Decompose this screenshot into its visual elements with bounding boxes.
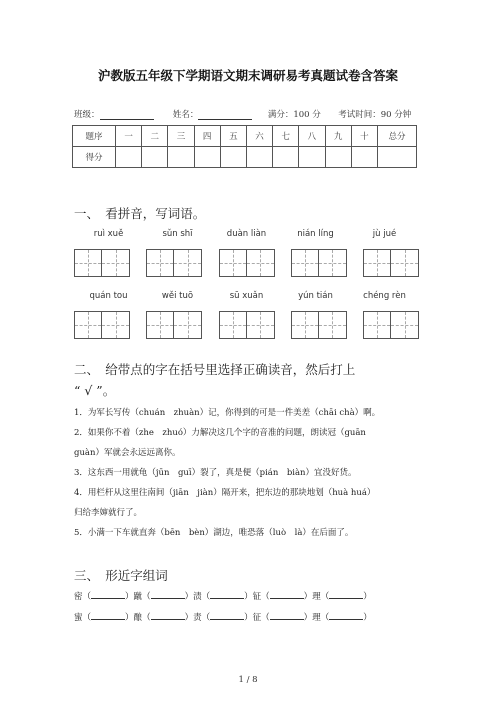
pinyin-label: duàn liàn bbox=[226, 229, 267, 239]
class-blank[interactable] bbox=[100, 110, 154, 120]
score-cell[interactable] bbox=[220, 147, 246, 168]
score-table-row bbox=[73, 147, 417, 168]
answer-blank[interactable] bbox=[210, 611, 244, 620]
pinyin-label: nián líng bbox=[297, 229, 334, 239]
word-char: 责 bbox=[193, 613, 202, 623]
pinyin-label: jù jué bbox=[372, 229, 397, 239]
pinyin-label: wěi tuō bbox=[161, 291, 194, 301]
pinyin-label: quán tou bbox=[89, 291, 128, 301]
answer-blank[interactable] bbox=[151, 590, 185, 599]
answer-blank[interactable] bbox=[270, 590, 304, 599]
pinyin-label: chéng rèn bbox=[363, 291, 406, 301]
score-header-cell: 七 bbox=[273, 126, 299, 147]
section2-heading-cont: “ √ ”。 bbox=[74, 383, 116, 398]
student-info-line bbox=[74, 108, 411, 120]
tianzige-pair[interactable] bbox=[146, 311, 202, 339]
pinyin-label: yún tián bbox=[298, 291, 333, 301]
score-cell[interactable] bbox=[273, 147, 299, 168]
section1-heading: 一、 看拼音，写词语。 bbox=[74, 206, 206, 221]
score-header-cell: 三 bbox=[168, 126, 194, 147]
question-4: 4．用栏杆从这里往南间（jiān jiàn）隔开来，把东边的那块地划（huà huá） bbox=[74, 488, 376, 498]
score-cell[interactable] bbox=[351, 147, 377, 168]
score-header-cell: 总分 bbox=[378, 126, 417, 147]
word-char: 理 bbox=[312, 613, 321, 623]
score-header-cell: 六 bbox=[246, 126, 272, 147]
score-cell[interactable] bbox=[168, 147, 194, 168]
answer-blank[interactable] bbox=[329, 590, 363, 599]
tianzige-pair[interactable] bbox=[363, 311, 419, 339]
score-cell[interactable] bbox=[142, 147, 168, 168]
score-header-cell: 十 bbox=[351, 126, 377, 147]
pinyin-row-2 bbox=[74, 291, 419, 301]
tianzige-pair[interactable] bbox=[74, 311, 130, 339]
word-char: 密 bbox=[74, 592, 83, 602]
word-char: 蜜 bbox=[74, 613, 83, 623]
score-header-cell: 二 bbox=[142, 126, 168, 147]
answer-blank[interactable] bbox=[329, 611, 363, 620]
pinyin-label: sǔn shī bbox=[162, 229, 193, 239]
word-char: 钲 bbox=[252, 592, 262, 602]
score-cell[interactable] bbox=[378, 147, 417, 168]
tianzige-pair[interactable] bbox=[291, 249, 347, 277]
question-5: 5．小满一下车就直奔（bēn bèn）湖边，唯恐落（luò là）在后面了。 bbox=[74, 528, 354, 538]
score-table-header bbox=[73, 126, 417, 147]
score-cell[interactable] bbox=[194, 147, 220, 168]
score-header-cell: 一 bbox=[116, 126, 142, 147]
word-char: 理 bbox=[312, 592, 321, 602]
question-1-text-a: 1．为军长写传 bbox=[74, 408, 131, 418]
question-1 bbox=[74, 406, 380, 418]
word-char: 蹴 bbox=[133, 592, 143, 602]
time-label: 考试时间：90 分钟 bbox=[338, 110, 412, 120]
answer-blank[interactable] bbox=[210, 590, 244, 599]
tianzige-pair[interactable] bbox=[219, 249, 275, 277]
score-header-cell: 题序 bbox=[73, 126, 116, 147]
class-label: 班级： bbox=[74, 110, 100, 120]
name-blank[interactable] bbox=[198, 110, 252, 120]
score-table bbox=[72, 125, 417, 168]
score-header-cell: 五 bbox=[220, 126, 246, 147]
page-number: 1 / 8 bbox=[238, 675, 258, 685]
score-header-cell: 九 bbox=[325, 126, 351, 147]
question-2: 2．如果你不着（zhe zhuó）力解决这几个字的音准的问题，朗读冠（guān bbox=[74, 428, 366, 438]
tianzige-pair[interactable] bbox=[363, 249, 419, 277]
score-label: 满分：100 分 bbox=[267, 110, 321, 120]
score-row-label: 得分 bbox=[73, 147, 116, 168]
score-cell[interactable] bbox=[325, 147, 351, 168]
name-label: 姓名： bbox=[172, 110, 199, 120]
answer-blank[interactable] bbox=[270, 611, 304, 620]
tianzige-row-1 bbox=[74, 249, 419, 277]
score-header-cell: 四 bbox=[194, 126, 220, 147]
word-char: 征 bbox=[252, 613, 262, 623]
tianzige-pair[interactable] bbox=[219, 311, 275, 339]
word-char: 酿 bbox=[133, 613, 143, 623]
pinyin-label: ruì xuě bbox=[93, 229, 124, 239]
tianzige-pair[interactable] bbox=[146, 249, 202, 277]
answer-blank[interactable] bbox=[91, 590, 125, 599]
score-cell[interactable] bbox=[116, 147, 142, 168]
word-char: 渍 bbox=[193, 592, 202, 602]
tianzige-pair[interactable] bbox=[74, 249, 130, 277]
question-3: 3．这东西一用就龟（jūn guī）裂了，真是便（pián biàn）宜没好货。 bbox=[74, 468, 357, 478]
tianzige-row-2 bbox=[74, 311, 419, 339]
answer-blank[interactable] bbox=[151, 611, 185, 620]
page-title: 沪教版五年级下学期语文期末调研易考真题试卷含答案 bbox=[97, 68, 398, 83]
score-cell[interactable] bbox=[246, 147, 272, 168]
question-4-cont: 归给李婶就行了。 bbox=[74, 508, 143, 518]
answer-blank[interactable] bbox=[91, 611, 125, 620]
pinyin-row-1 bbox=[74, 229, 419, 239]
pinyin-label: sū xuǎn bbox=[229, 291, 264, 301]
question-2-cont: guàn）军就会永远远离你。 bbox=[74, 448, 181, 458]
question-1-text-b: （chuán zhuàn）记，你得到的可是一件美差（chāi chà）啊。 bbox=[130, 408, 381, 418]
tianzige-pair[interactable] bbox=[291, 311, 347, 339]
section2-heading: 二、 给带点的字在括号里选择正确读音，然后打上 bbox=[74, 362, 356, 377]
score-cell[interactable] bbox=[299, 147, 325, 168]
section3-heading: 三、 形近字组词 bbox=[74, 568, 168, 583]
word-group-row-1: 密（ ）蹴（ ）渍（ ）钲（ ）理（ ） bbox=[74, 592, 372, 602]
word-group-row-2: 蜜（ ）酿（ ）责（ ）征（ ）理（ ） bbox=[74, 613, 372, 623]
score-header-cell: 八 bbox=[299, 126, 325, 147]
